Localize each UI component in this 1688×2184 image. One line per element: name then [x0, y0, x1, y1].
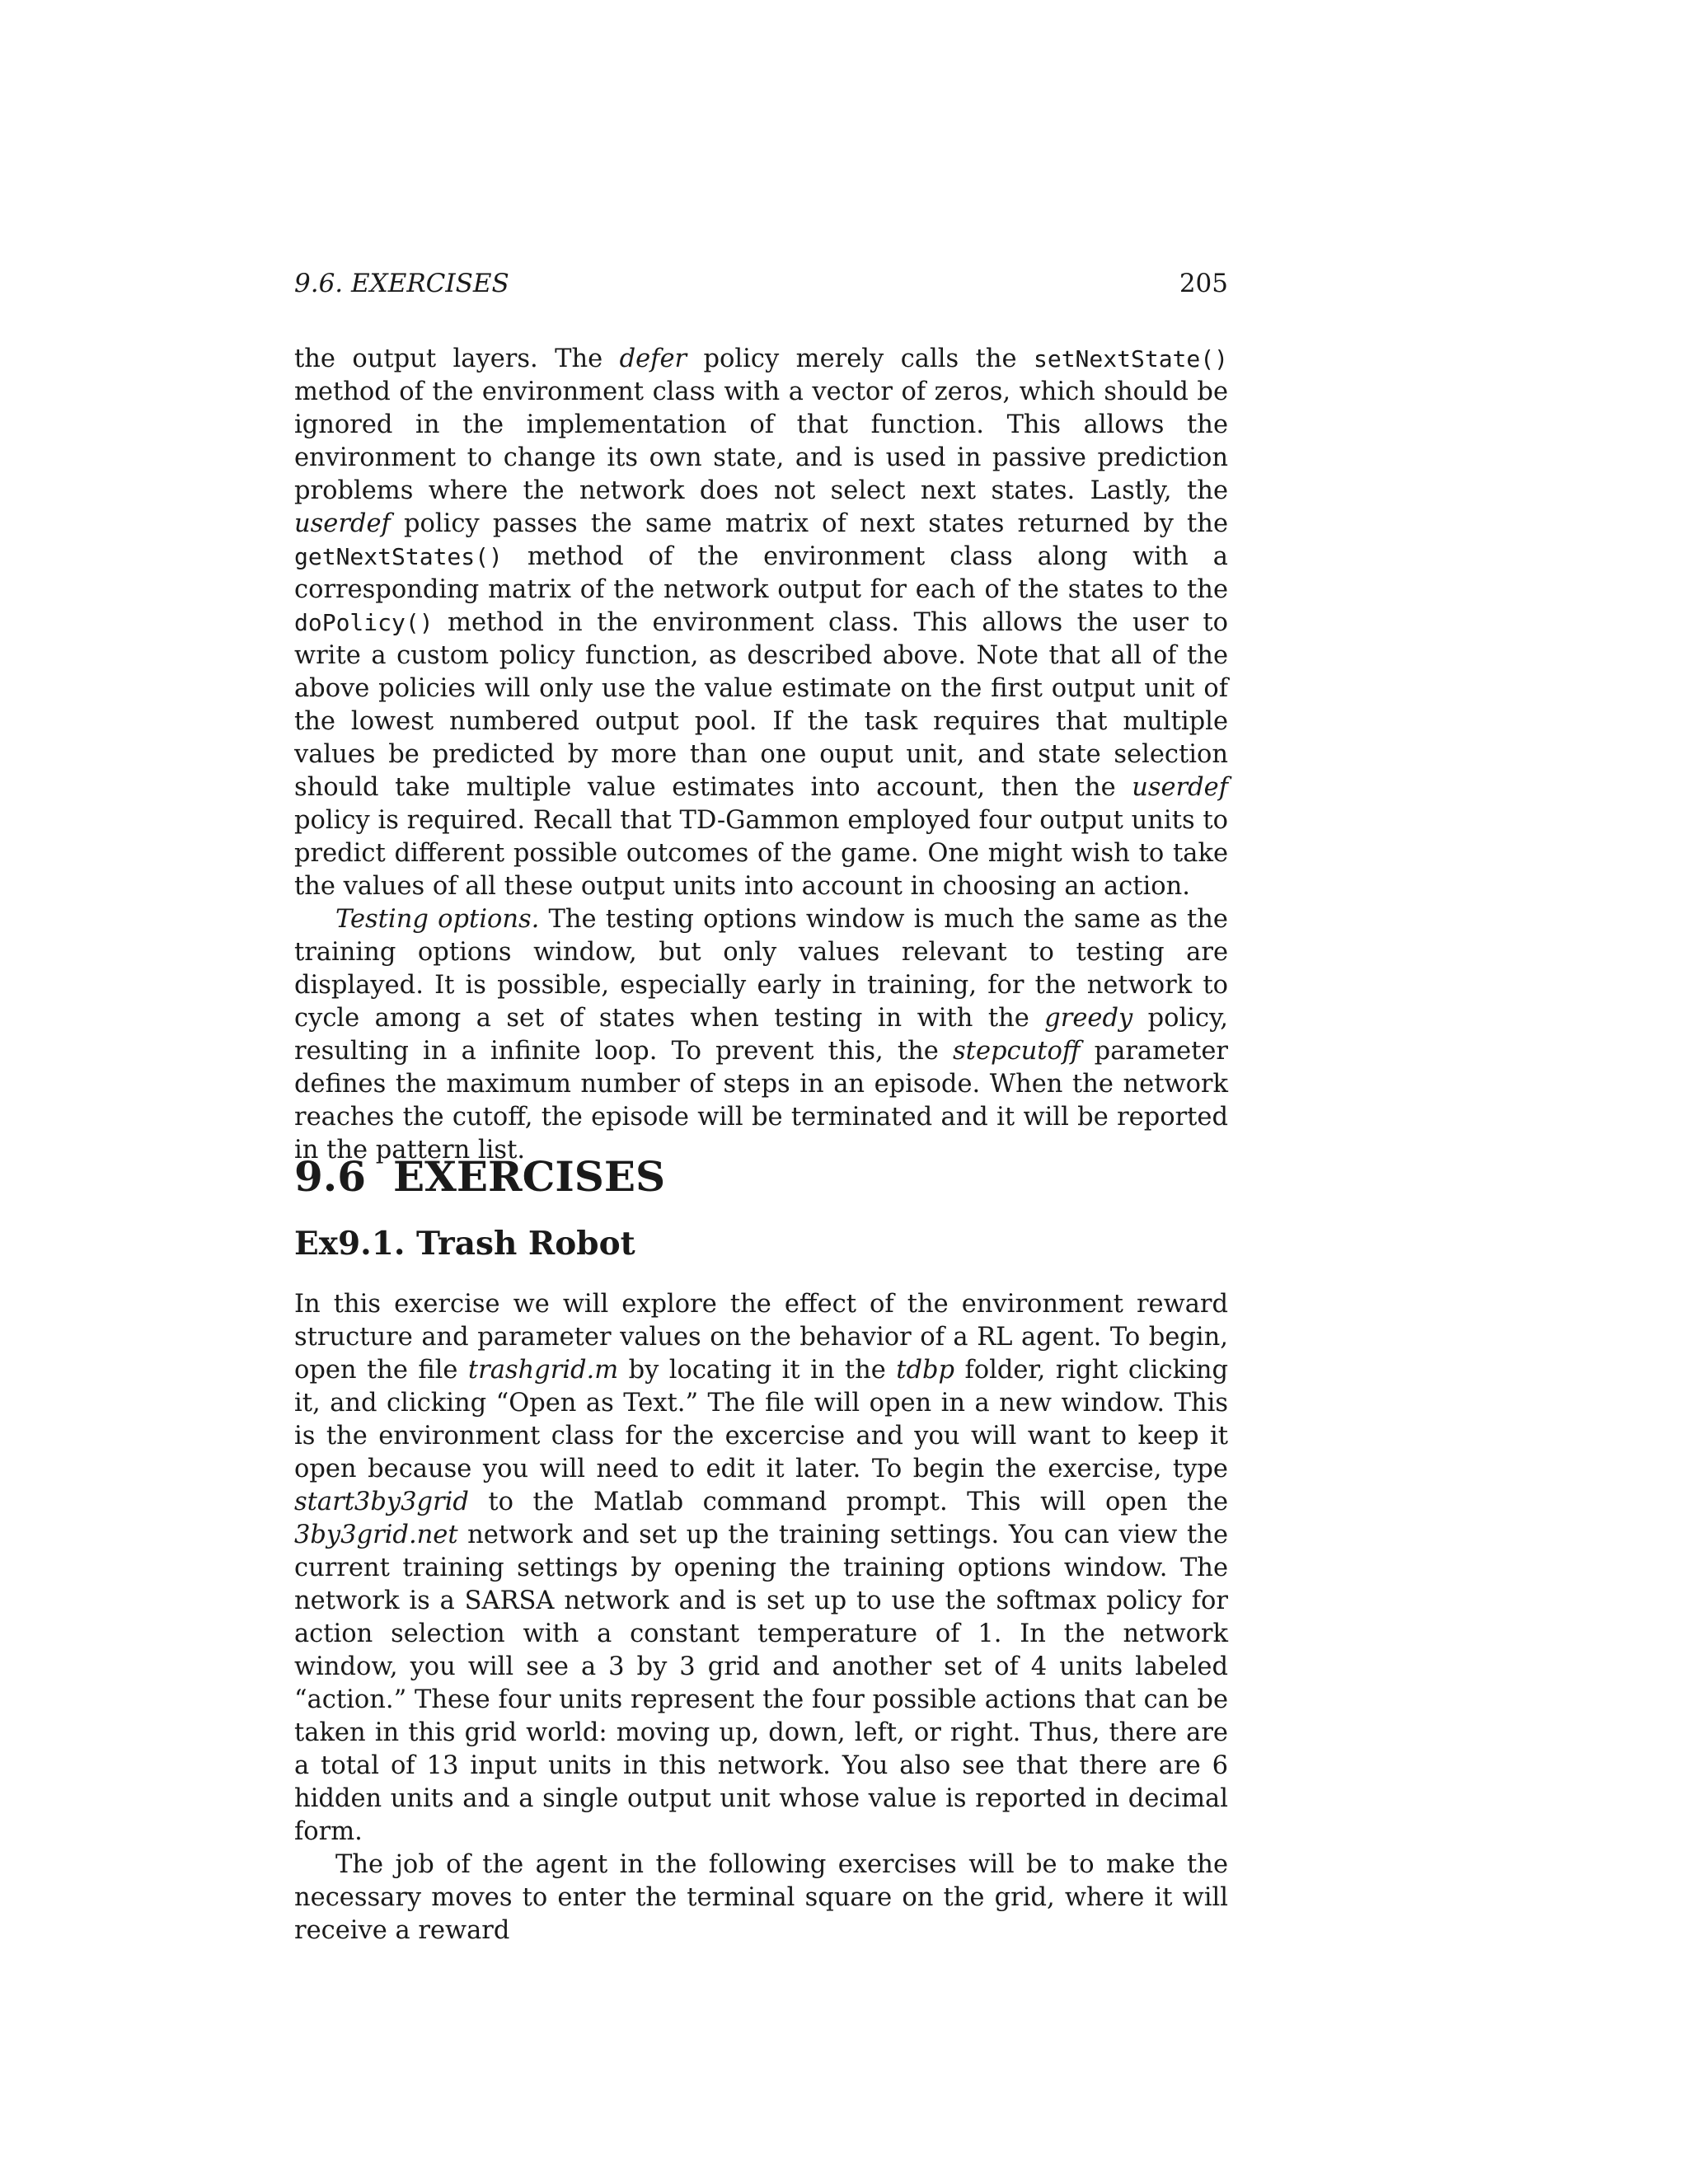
emphasis-text: 3by3grid.net — [294, 1521, 458, 1549]
emphasis-text: start3by3grid — [294, 1488, 469, 1516]
header-section-label: 9.6. EXERCISES — [294, 269, 509, 298]
emphasis-text: tdbp — [896, 1356, 955, 1385]
text-run: method of the environment class along with a corresponding matrix of the network output for each of the states to the — [294, 542, 1228, 604]
exercise-text — [294, 1288, 1228, 1947]
text-run: method in the environment class. This allows the user to write a custom policy function, as described above. Note that all of the above policies will only use the value estimate on the first output unit of the lowest numbered output pool. If the task requires that multiple values be predicted by more than one ouput unit, and state selection should take multiple value estimates into account, then the — [294, 608, 1228, 802]
running-header — [294, 265, 1228, 302]
text-run: In this exercise we will explore the effect of the environment reward structure and parameter values on the behavior of a RL agent. To begin, open the file — [294, 1290, 1228, 1385]
page-number: 205 — [1179, 269, 1228, 298]
emphasis-text: trashgrid.m — [467, 1356, 619, 1385]
text-run: policy merely calls the — [687, 344, 1034, 373]
text-run: to the Matlab command prompt. This will open the — [468, 1488, 1228, 1516]
text-run: The job of the agent in the following exercises will be to make the necessary moves to enter the terminal square on the grid, where it will receive a reward — [294, 1850, 1228, 1945]
emphasis-text: stepcutoff — [953, 1037, 1081, 1066]
text-run: policy, resulting in a infinite loop. To prevent this, the — [294, 1004, 1228, 1066]
text-run: The testing options window is much the same as the training options window, but only values relevant to testing are displayed. It is possible, especially early in training, for the network to cycle among a set of states when testing in with the — [294, 905, 1228, 1033]
text-run: policy passes the same matrix of next states returned by the — [390, 509, 1228, 538]
text-run: network and set up the training settings. You can view the current training settings by opening the training options window. The network is a SARSA network and is set up to use the softmax policy for action selection with a constant temperature of 1. In the network window, you will see a 3 by 3 grid and another set of 4 units labeled “action.” These four units represent the four possible actions that can be taken in this grid world: moving up, down, left, or right. Thus, there are a total of 13 input units in this network. You also see that there are 6 hidden units and a single output unit whose value is reported in decimal form. — [294, 1521, 1228, 1846]
subsection-heading: Ex9.1. Trash Robot — [294, 1225, 635, 1263]
emphasis-text: greedy — [1044, 1004, 1133, 1033]
body-text — [294, 343, 1228, 1167]
paragraph-agent-job — [294, 1849, 1228, 1947]
inline-code: getNextStates() — [294, 543, 503, 570]
emphasis-text: userdef — [294, 509, 391, 538]
paragraph-policies — [294, 343, 1228, 903]
text-run: parameter defines the maximum number of steps in an episode. When the network reaches the cutoff, the episode will be terminated and it will be reported in the pattern list. — [294, 1037, 1228, 1165]
text-run: folder, right clicking it, and clicking “Open as Text.” The file will open in a new window. This is the environment class for the excercise and you will want to keep it open because you will need to edit it later. To begin the exercise, type — [294, 1356, 1228, 1483]
text-run: policy is required. Recall that TD-Gammon employed four output units to predict different possible outcomes of the game. One might wish to take the values of all these output units into account in choosing an action. — [294, 806, 1228, 901]
section-heading — [294, 1152, 665, 1202]
inline-code: doPolicy() — [294, 609, 434, 636]
text-run: by locating it in the — [618, 1356, 897, 1385]
section-number: 9.6 — [294, 1152, 366, 1201]
emphasis-text: Testing options. — [335, 905, 540, 934]
inline-code: setNextState() — [1033, 345, 1228, 373]
emphasis-text: defer — [619, 344, 687, 373]
section-title-text: EXERCISES — [393, 1152, 666, 1201]
paragraph-exercise-intro — [294, 1288, 1228, 1849]
paragraph-testing-options — [294, 903, 1228, 1167]
text-run: the output layers. The — [294, 344, 620, 373]
text-run: method of the environment class with a vector of zeros, which should be ignored in the implementation of that function. This allows the environment to change its own state, and is used in passive prediction problems where the network does not select next states. Lastly, the — [294, 377, 1228, 505]
emphasis-text: userdef — [1132, 773, 1228, 802]
